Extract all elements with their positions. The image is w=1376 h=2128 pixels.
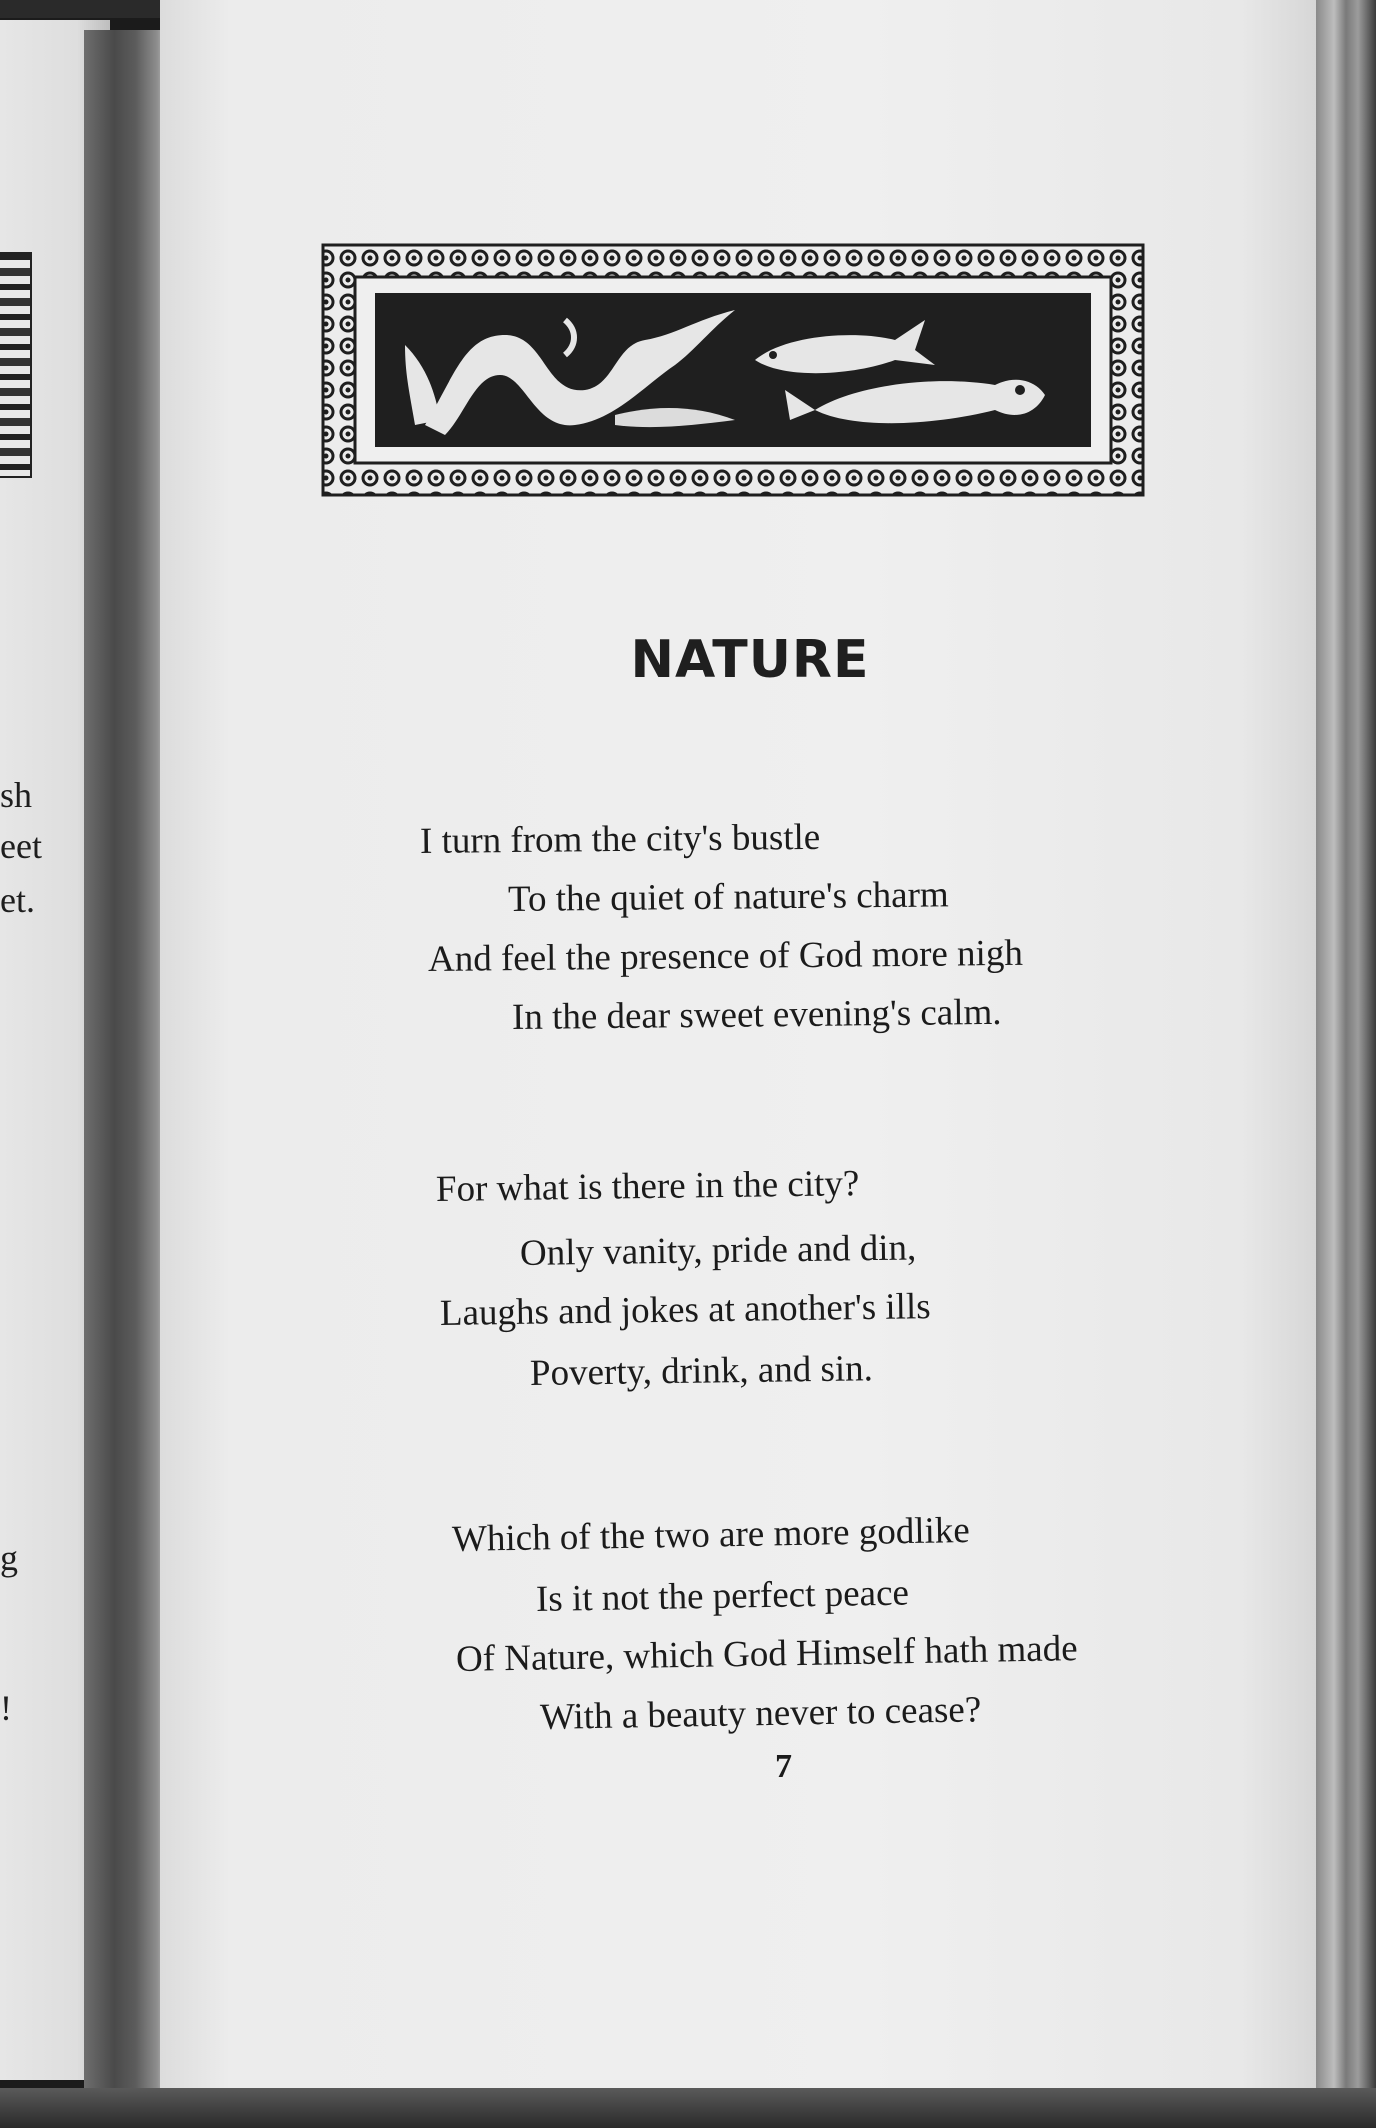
left-page-fragment: eet [0,826,42,866]
poem-line: Is it not the perfect peace [535,1572,910,1620]
poem-line: I turn from the city's bustle [419,816,821,862]
page-edge-stack [1316,0,1376,2128]
poem-line: Poverty, drink, and sin. [529,1348,874,1394]
poem-line: Which of the two are more godlike [451,1509,971,1560]
left-page-fragment: sh [0,775,33,815]
poem-line: Laughs and jokes at another's ills [439,1286,931,1334]
poem-line: For what is there in the city? [435,1163,860,1210]
right-page [160,0,1335,2100]
poem-line: Of Nature, which God Himself hath made [455,1628,1078,1680]
poem-line: In the dear sweet evening's calm. [511,991,1002,1038]
left-page-fragment: g [0,1538,18,1578]
page-number: 7 [775,1748,792,1785]
sea-serpent-fish-illustration [315,225,1155,515]
left-page-fragment: et. [0,880,35,920]
poem-line: To the quiet of nature's charm [507,874,949,920]
poem-line: With a beauty never to cease? [539,1689,982,1738]
poem-line: Only vanity, pride and din, [519,1227,917,1274]
poem-title: NATURE [630,630,870,690]
scan-border-bottom [0,2088,1376,2128]
headpiece-ornament [315,225,1155,515]
poem-line: And feel the presence of God more nigh [427,932,1024,980]
left-page-ornament [0,252,32,478]
left-page-fragment: ! [0,1688,12,1728]
book-gutter [84,30,170,2090]
